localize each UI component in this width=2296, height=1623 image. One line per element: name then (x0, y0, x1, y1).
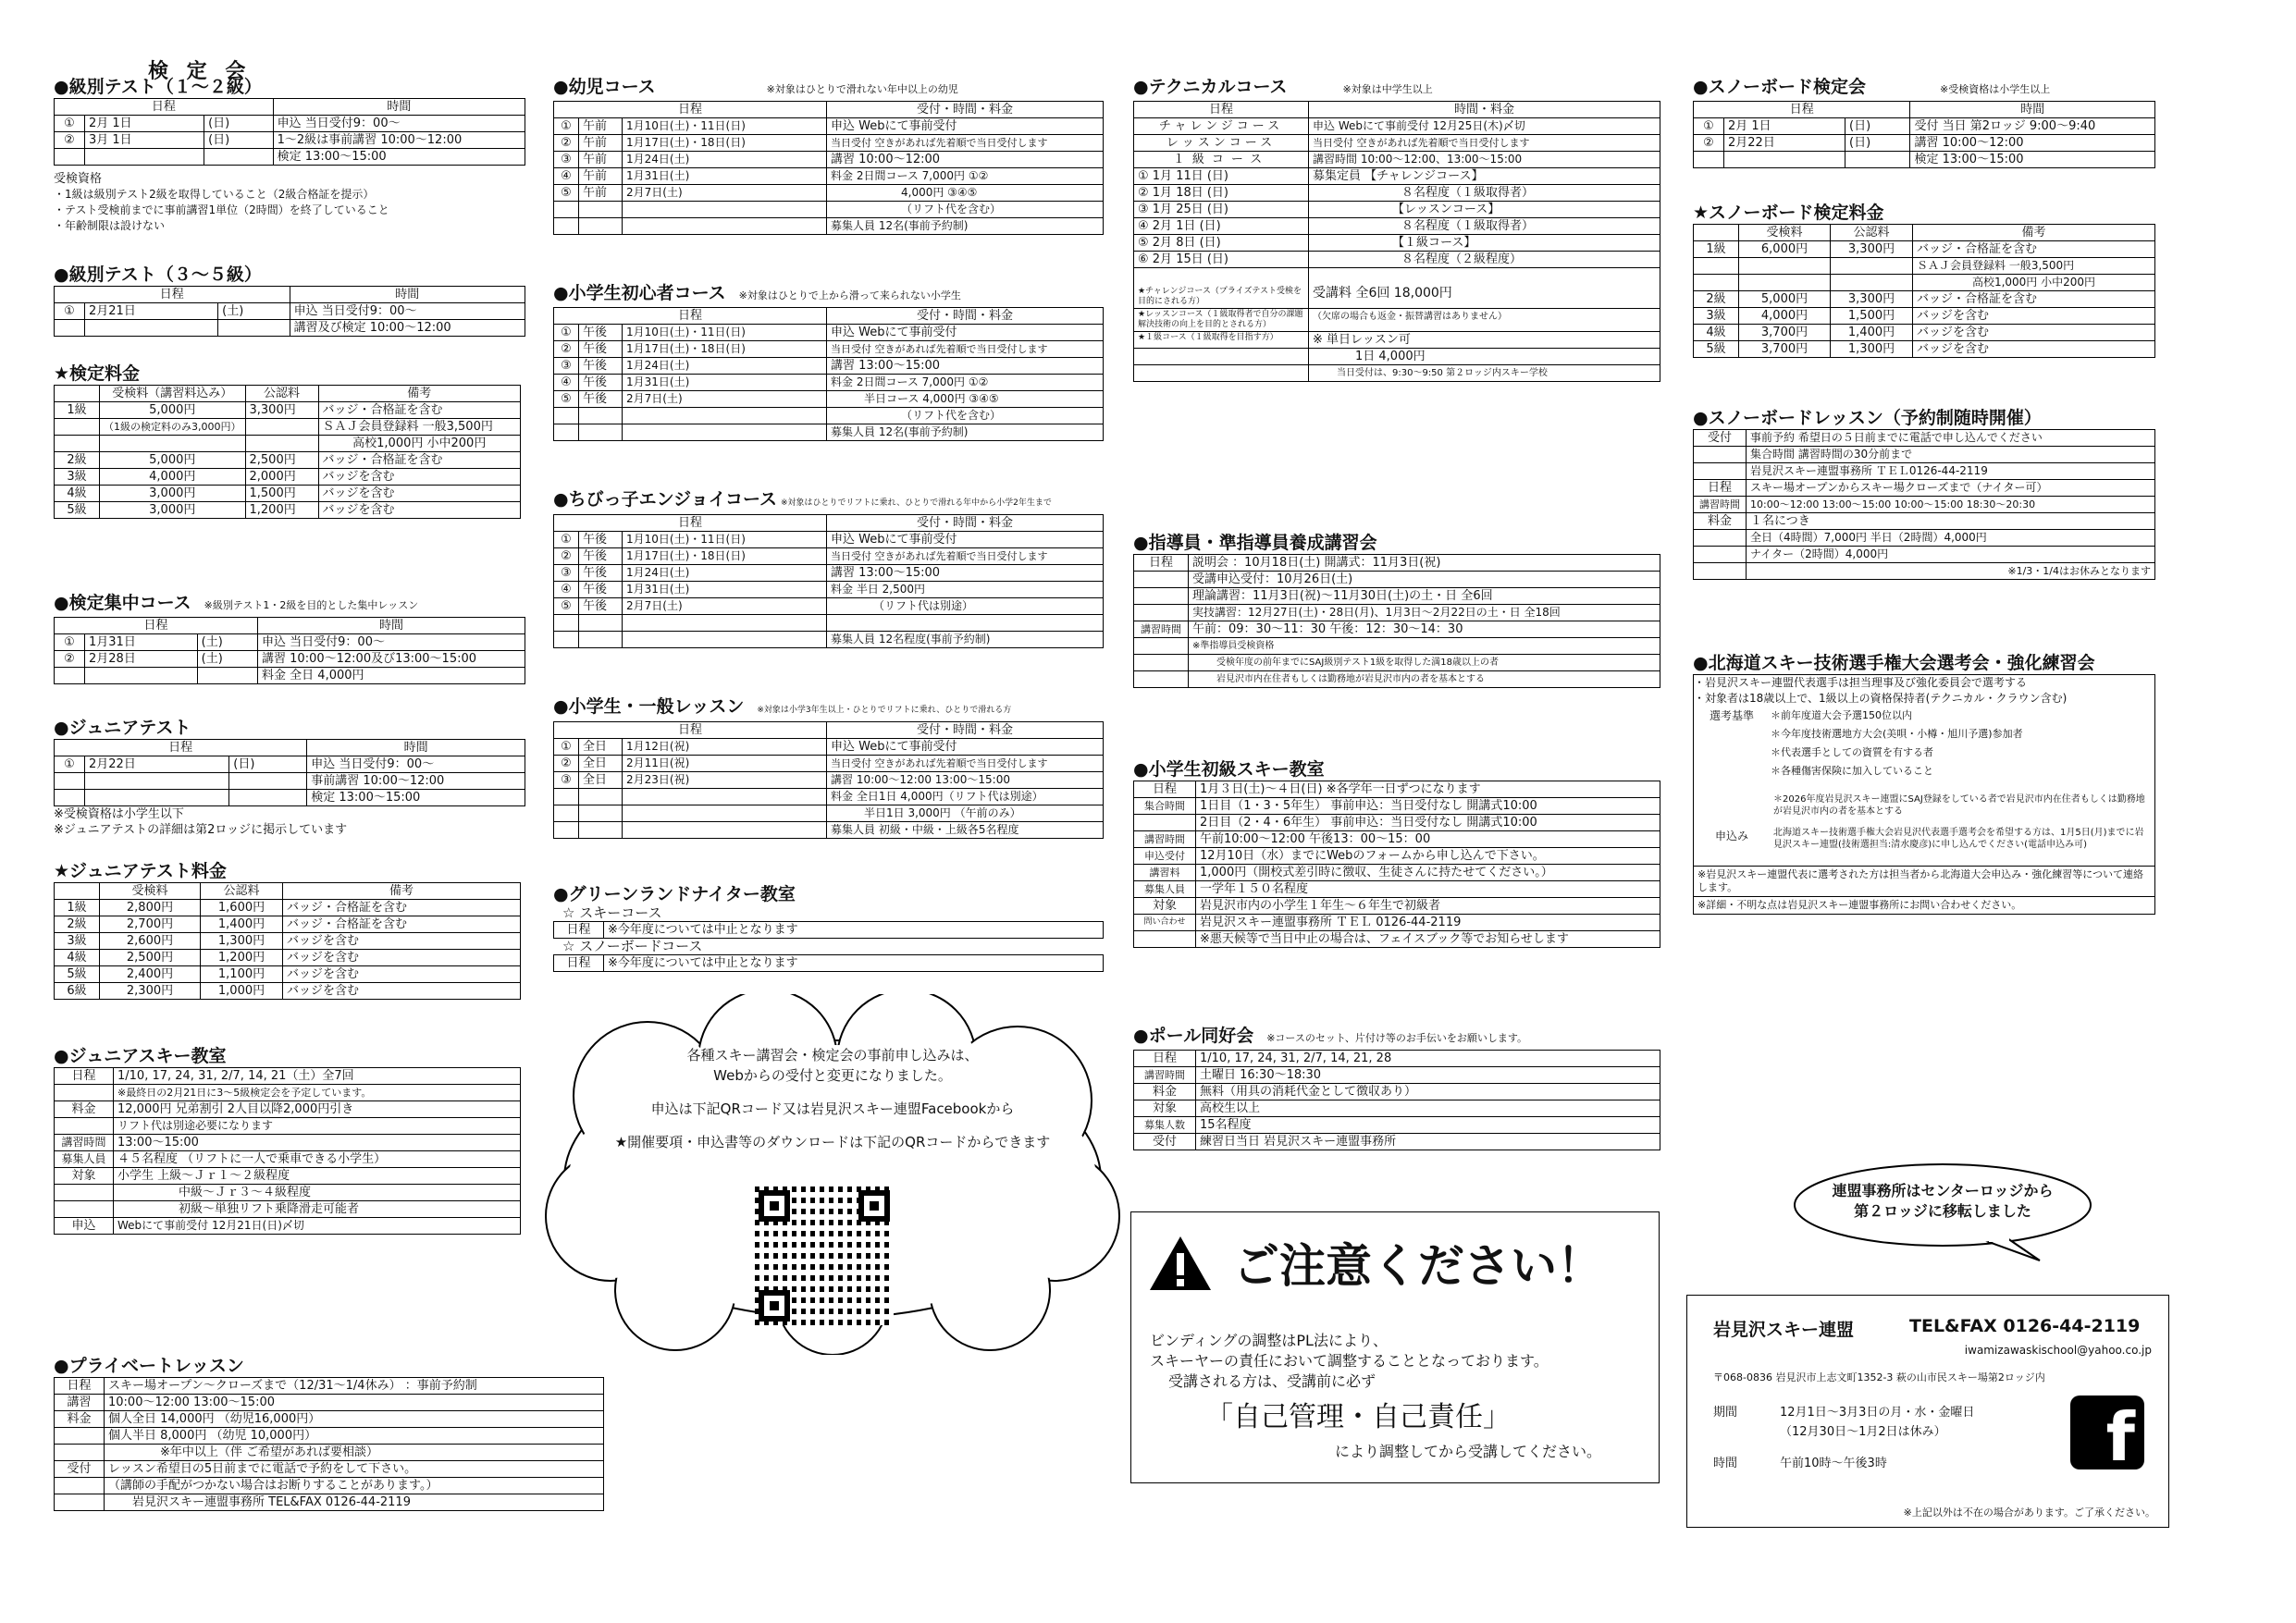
table-row: ★レッスンコース（１級取得者で自分の課題解決技術の向上を目的とされる方） （欠席の場合も返金・振替講習はありません） (1134, 309, 1660, 332)
caution-title: ご注意ください！ (1233, 1239, 1603, 1293)
jfee-table: 受検料 公認料 備考 1級 2,800円 1,600円 バッジ・合格証を含む 2級 2,700円 1,400円 バッジ・合格証を含む 3級 2,600円 1,300円 バッジを含む 4級 2,500円 1,200円 バッジを含む 5級 2,400円 1,100円 バッジを含む 6級 2,300円 1,000円 バッジを含む (54, 882, 521, 1000)
table-row: 講習時間 土曜日 16:30～18:30 (1134, 1067, 1660, 1084)
table-row: ※年中以上（伴 ご希望があれば要相談） (55, 1445, 604, 1461)
table-row: ① 2月 1日 (日) 受付 当日 第2ロッジ 9:00～9:40 (1694, 118, 2155, 135)
kyu12-table: 日程 時間 ① 2月 1日 (日) 申込 当日受付9：00～ ② 3月 1日 (日) 1～2級は事前講習 10:00～12:00 検定 13:00～15:00 (54, 98, 525, 166)
table-row: ① 1月31日 (土) 申込 当日受付9：00～ (55, 634, 525, 651)
cloud-text: 申込は下記QRコード又は岩見沢スキー連盟Facebookから (650, 1100, 1015, 1117)
green-section (553, 883, 1104, 972)
table-row: 2日目（2・4・6年生） 事前申込：当日受付なし 開講式10:00 (1134, 815, 1660, 831)
table-row: ★チャレンジコース（プライズテスト受検を目的にされる方） 受講料 全6回 18,000円 (1134, 268, 1660, 309)
sblesson-heading: ●スノーボードレッスン（予約制随時開催） (1693, 408, 2042, 428)
junior-section (54, 717, 525, 838)
table-row: 日程 スキー場オープン～クローズまで（12/31～1/4休み） ：事前予約制 (55, 1378, 604, 1395)
relocation-text: 連盟事務所はセンターロッジから (1832, 1182, 2054, 1199)
table-row: 講習時間 午前10:00～12:00 午後13：00～15：00 (1134, 831, 1660, 848)
table-row: ① 2月22日 (日) 申込 当日受付9：00～ (55, 756, 525, 773)
org-address: 〒068-0836 岩見沢市上志文町1352-3 萩の山市民スキー場第2ロッジ内 (1713, 1371, 2045, 1383)
table-row: 料金 １名につき (1694, 513, 2155, 530)
table-row: 3級 4,000円 2,000円 バッジを含む (55, 469, 521, 486)
table-row: 検定 13:00～15:00 (55, 149, 525, 166)
table-row: 3級 4,000円 1,500円 バッジを含む (1694, 308, 2155, 325)
shokyu-table (1133, 781, 1660, 948)
table-row: 講習 10:00～12:00 13:00～15:00 (55, 1395, 604, 1411)
junior-table: 日程 時間 ① 2月22日 (日) 申込 当日受付9：00～ 事前講習 10:00～12:00 検定 13:00～15:00 (54, 739, 525, 806)
table-row: ② 午後 1月17日(土)・18日(日) 当日受付 空きがあれば先着順で当日受付します (554, 341, 1104, 358)
table-row: ④ 午後 1月31日(土) 料金 2日間コース 7,000円 ①② (554, 375, 1104, 391)
ippan-heading: ●小学生・一般レッスン ※対象は小学3年生以上・ひとりでリフトに乗れ、ひとりで滑れる方 (553, 696, 1012, 717)
table-row: ※準指導員受検資格 (1134, 638, 1660, 655)
fee-heading: ★検定料金 (54, 363, 141, 384)
table-row: 料金 全日1日 4,000円（リフト代は別途） (554, 789, 1104, 805)
table-row: 当日受付は、9:30～9:50 第２ロッジ内スキー学校 (1134, 365, 1660, 382)
private-section (54, 1355, 604, 1511)
jschool-section (54, 1045, 521, 1235)
table-row: ⑥ 2月 15日 (日) ８名程度（２級程度） (1134, 252, 1660, 268)
caution-text: スキーヤーの責任において調整することとなっております。 (1150, 1352, 1549, 1370)
office-note: ※上記以外は不在の場合があります。ご了承ください。 (1903, 1506, 2155, 1518)
table-row: 4級 2,500円 1,200円 バッジを含む (55, 950, 521, 966)
kyu35-section (54, 264, 525, 337)
table-row: 岩見沢スキー連盟事務所 ＴＥＬ0126-44-2119 (1694, 463, 2155, 480)
table-row: 料金 無料（用具の消耗代金として徴収あり） (1134, 1084, 1660, 1100)
shoshin-heading: ●小学生初心者コース ※対象はひとりで上から滑って来られない小学生 (553, 283, 961, 303)
table-row: 選考基準 ＊前年度道大会予選150位以内 (1709, 709, 1912, 722)
table-row: 理論講習：11月3日(祝)～11月30日(土)の土・日 全6回 (1134, 588, 1660, 605)
table-row: 講習時間 13:00～15:00 (55, 1135, 521, 1151)
sblesson-section (1693, 407, 2155, 580)
yoji-section (553, 76, 1104, 235)
table-row: ④ 午前 1月31日(土) 料金 2日間コース 7,000円 ①② (554, 168, 1104, 185)
table-row: （1級の検定料のみ3,000円） ＳＡＪ会員登録料 一般3,500円 (55, 419, 521, 436)
table-row: 問い合わせ 岩見沢スキー連盟事務所 ＴＥＬ 0126-44-2119 (1134, 915, 1660, 931)
table-row: 申込受付 12月10日（水）までにWebのフォームから申し込んで下さい。 (1134, 848, 1660, 865)
sblesson-table (1693, 429, 2155, 580)
sbfee-section (1693, 202, 2155, 358)
sbtest-heading: ●スノーボード検定会 ※受検資格は小学生以上 (1693, 77, 2051, 97)
table-row: ① 午前 1月10日(土)・11日(日) 申込 Webにて事前受付 (554, 118, 1104, 135)
kyu12-quals-title: 受検資格 (54, 172, 103, 186)
table-row: 募集人員 12名(事前予約制) (554, 218, 1104, 235)
table-row: 日程 1/10, 17, 24, 31, 2/7, 14, 21（土）全7回 (55, 1068, 521, 1085)
fee-section (54, 363, 521, 519)
table-row: 募集人員 初級・中級・上級各5名程度 (554, 822, 1104, 839)
hokkaido-box (1693, 674, 2155, 915)
table-row: 募集人員 一学年１５０名程度 (1134, 881, 1660, 898)
shuchu-heading: ●検定集中コース ※級別テスト1・2級を目的とした集中レッスン (54, 593, 419, 613)
hokkaido-note: ※詳細・不明な点は岩見沢スキー連盟事務所にお問い合わせください。 (1694, 896, 2154, 914)
table-row: 受付 練習日当日 岩見沢スキー連盟事務所 (1134, 1134, 1660, 1150)
kyu12-heading: ●級別テスト（１～２級） (54, 77, 262, 97)
period-holiday: （12月30日～1月2日は休み） (1780, 1425, 1946, 1439)
table-row: ⑤ 午後 2月7日(土) （リフト代は別途） (554, 598, 1104, 615)
table-row: ① 全日 1月12日(祝) 申込 Webにて事前受付 (554, 739, 1104, 756)
table-row: 全日（4時間）7,000円 半日（2時間）4,000円 (1694, 530, 2155, 547)
private-table (54, 1377, 604, 1511)
table-row: 1級 2,800円 1,600円 バッジ・合格証を含む (55, 900, 521, 916)
table-row: 申込み 北海道スキー技術選手権大会岩見沢代表選手選考会を希望する方は、1月5日(月)までに岩見沢スキー連盟(技術選担当:清水慶彦)に申し込んでください(電話申込み可) (1714, 828, 2144, 850)
yoji-table: 日程 受付・時間・料金 ① 午前 1月10日(土)・11日(日) 申込 Webにて事前受付 ② 午前 1月17日(土)・18日(日) 当日受付 空きがあれば先着順で当日受付します ③ 午前 1月24日(土) 講習 10:00～12:00 ④ 午前 1月31日(土) 料金 2日間コース 7,000円 ①② ⑤ 午前 2月7日(土) 4,000円 ③④⑤ （リフト代を含む） 募集人員 12名(事前予約制) (553, 101, 1104, 235)
table-row: 検定 13:00～15:00 (55, 790, 525, 806)
table-row: ① 1月 11日 (日) 募集定員 【チャレンジコース】 (1134, 168, 1660, 185)
shidoin-heading: ●指導員・準指導員養成講習会 (1133, 533, 1377, 553)
table-row: チャレンジコース 申込 Webにて事前受付 12月25日(木)〆切 (1134, 118, 1660, 135)
kyu35-table: 日程 時間 ① 2月21日 (土) 申込 当日受付9：00～ 講習及び検定 10:00～12:00 (54, 286, 525, 337)
table-row: 4級 3,700円 1,400円 バッジを含む (1694, 325, 2155, 341)
table-row: 募集人数 15名程度 (1134, 1117, 1660, 1134)
table-row: 実技講習：12月27日(土)・28日(月)、1月3日～2月22日の土・日 全18回 (1134, 605, 1660, 621)
table-row: 事前講習 10:00～12:00 (55, 773, 525, 790)
table-row: ③ 午前 1月24日(土) 講習 10:00～12:00 (554, 152, 1104, 168)
table-row: ③ 午後 1月24日(土) 講習 13:00～15:00 (554, 358, 1104, 375)
table-row: ③ 全日 2月23日(祝) 講習 10:00～12:00 13:00～15:00 (554, 772, 1104, 789)
green-board-table (553, 954, 1104, 972)
table-row: ⑤ 2月 8日 (日) 【１級コース】 (1134, 235, 1660, 252)
table-row: ナイター（2時間）4,000円 (1694, 547, 2155, 563)
table-row: 検定 13:00～15:00 (1694, 152, 2155, 168)
caution-box (1130, 1211, 1660, 1483)
table-row: ＊各種傷害保険に加入していること (1771, 765, 1933, 777)
hokkaido-table (1694, 707, 2154, 866)
table-row: 受付 事前予約 希望日の５日前までに電話で申し込んでください (1694, 430, 2155, 447)
table-row: ② 3月 1日 (日) 1～2級は事前講習 10:00～12:00 (55, 132, 525, 149)
table-row: ① 午後 1月10日(土)・11日(日) 申込 Webにて事前受付 (554, 532, 1104, 548)
table-row: 高校1,000円 小中200円 (1694, 275, 2155, 291)
table-row: 料金 個人全日 14,000円 （幼児16,000円） (55, 1411, 604, 1428)
table-row: 集合時間 1日目（1・3・5年生） 事前申込：当日受付なし 開講式10:00 (1134, 798, 1660, 815)
table-row: 中級～Ｊｒ３～４級程度 (55, 1185, 521, 1201)
junior-heading: ●ジュニアテスト (54, 718, 191, 738)
sbtest-section (1693, 76, 2155, 168)
table-row: 2級 5,000円 2,500円 バッジ・合格証を含む (55, 452, 521, 469)
table-row: 日程 1月３日(土)～４日(日) ※各学年一日ずつになります (1134, 781, 1660, 798)
cloud-text: 各種スキー講習会・検定会の事前申し込みは、 (686, 1047, 979, 1064)
shidoin-table (1133, 554, 1660, 688)
contact-box (1686, 1295, 2169, 1528)
table-row: 日程 ※今年度については中止となります (554, 922, 1104, 939)
sbfee-heading: ★スノーボード検定料金 (1693, 203, 1884, 223)
table-row: ② 2月28日 (土) 講習 10:00～12:00及び13:00～15:00 (55, 651, 525, 668)
shidoin-section (1133, 532, 1660, 688)
hokkaido-note: ※岩見沢スキー連盟代表に選考された方は担当者から北海道大会申込み・強化練習等について連絡します。 (1694, 866, 2154, 896)
junior-note: ※ジュニアテストの詳細は第2ロッジに掲示しています (54, 823, 348, 837)
sbtest-table: 日程 時間 ① 2月 1日 (日) 受付 当日 第2ロッジ 9:00～9:40 ② 2月22日 (日) 講習 10:00～12:00 検定 13:00～15:00 (1693, 101, 2155, 168)
table-row: 料金 12,000円 兄弟割引 2人目以降2,000円引き (55, 1101, 521, 1118)
fee-table: 受検料（講習料込み） 公認料 備考 1級 5,000円 3,300円 バッジ・合格証を含む （1級の検定料のみ3,000円） ＳＡＪ会員登録料 一般3,500円 高校1,000円 小中200円 2級 5,000円 2,500円 バッジ・合格証を含む 3級 4,000円 2,000円 バッジを含む 4級 3,000円 1,500円 バッジを含む 5級 3,000円 1,200円 バッジを含む (54, 385, 521, 519)
table-row: 岩見沢市内在住者もしくは勤務地が岩見沢市内の者を基本とする (1134, 671, 1660, 688)
period-text: 12月1日～3月3日の月・水・金曜日 (1780, 1406, 1975, 1420)
kyu12-qual: ・年齢制限は設けない (54, 219, 166, 232)
period-label: 期間 (1713, 1406, 1738, 1420)
table-row: ※最終日の2月21日に3～5級検定会を予定しています。 (55, 1085, 521, 1101)
table-row: ※1/3・1/4はお休みとなります (1694, 563, 2155, 580)
green-board-label: ☆ スノーボードコース (562, 938, 703, 954)
table-row: ※悪天候等で当日中止の場合は、フェイスブック等でお知らせします (1134, 931, 1660, 948)
table-row: 日程 スキー場オープンからスキー場クローズまで（ナイター可） (1694, 480, 2155, 497)
warning-icon (1148, 1235, 1213, 1296)
table-row: ① 2月21日 (土) 申込 当日受付9：00～ (55, 303, 525, 320)
notice-cloud (537, 994, 1129, 1355)
pole-heading: ●ポール同好会 ※コースのセット、片付け等のお手伝いをお願いします。 (1133, 1026, 1527, 1046)
table-row: 3級 2,600円 1,300円 バッジを含む (55, 933, 521, 950)
facebook-icon[interactable]: f (2070, 1396, 2144, 1469)
table-row: 対象 高校生以上 (1134, 1100, 1660, 1117)
table-row: 講習時間 10:00～12:00 13:00～15:00 10:00～15:00 18:30～20:30 (1694, 497, 2155, 513)
table-row: ③ 1月 25日 (日) 【レッスンコース】 (1134, 202, 1660, 218)
table-row: 岩見沢スキー連盟事務所 TEL&FAX 0126-44-2119 (55, 1494, 604, 1511)
junior-note: ※受検資格は小学生以下 (54, 807, 184, 821)
tech-heading: ●テクニカルコース ※対象は中学生以上 (1133, 77, 1433, 97)
table-row: 日程 ※今年度については中止となります (554, 955, 1104, 972)
table-row: 個人半日 8,000円 （幼児 10,000円） (55, 1428, 604, 1445)
table-row: 日程 説明会 ：10月18日(土) 開講式：11月3日(祝) (1134, 555, 1660, 572)
table-row: 募集人員 ４５名程度 （リフトに一人で乗車できる小学生） (55, 1151, 521, 1168)
main-title: 検 定 会 (148, 60, 252, 83)
table-row (554, 615, 1104, 632)
tech-table: 日程 時間・料金 チャレンジコース 申込 Webにて事前受付 12月25日(木)〆切 レッスンコース 当日受付 空きがあれば先着順で当日受付します １級コース 講習時間 10:00～12:00、13:00～15:00 ① 1月 11日 (日) 募集定員 【チャレンジコース】 ② 1月 18日 (日) ８名程度（１級取得者） ③ 1月 25日 (日) 【レッスンコース】 ④ 2月 1日 (日) ８名程度（１級取得者） ⑤ 2月 8日 (日) 【１級コース】 ⑥ 2月 15日 (日) ８名程度（２級程度） ★チャレンジコース（プライズテスト受検を目的にされる方） 受講料 全6回 18,000円 ★レッスンコース（１級取得者で自分の課題解決技術の向上を目的とされる方） （欠席の場合も返金・振替講習はありません） ★１級コース（１級取得を目指す方） ※ 単日レッスン可 1日 4,000円 当日受付は、9:30～9:50 第２ロッジ内スキー学校 (1133, 101, 1660, 382)
table-row: 対象 岩見沢市内の小学生１年生～６年生で初級者 (1134, 898, 1660, 915)
chibi-section (553, 488, 1104, 648)
table-row: 6級 2,300円 1,000円 バッジを含む (55, 983, 521, 1000)
table-row: 受付 レッスン希望日の5日前までに電話で予約をして下さい。 (55, 1461, 604, 1478)
caution-text: により調整してから受講してください。 (1335, 1443, 1602, 1460)
table-row: 申込 Webにて事前受付 12月21日(日)〆切 (55, 1218, 521, 1235)
yoji-heading: ●幼児コース ※対象はひとりで滑れない年中以上の幼児 (553, 77, 958, 97)
table-row: ④ 午後 1月31日(土) 料金 半日 2,500円 (554, 582, 1104, 598)
table-row: 高校1,000円 小中200円 (55, 436, 521, 452)
hokkaido-text: ・岩見沢スキー連盟代表選手は担当理事及び強化委員会で選考する (1694, 676, 2028, 689)
table-row: （講師の手配がつかない場合はお断りすることがあります。） (55, 1478, 604, 1494)
table-row: ＊代表選手としての資質を有する者 (1771, 746, 1933, 758)
hokkaido-section (1693, 652, 2155, 915)
table-row: 料金 全日 4,000円 (55, 668, 525, 684)
caution-text: 受講される方は、受講前に必ず (1168, 1372, 1376, 1390)
table-row: 初級～単独リフト乗降滑走可能者 (55, 1201, 521, 1218)
table-row: ② 全日 2月11日(祝) 当日受付 空きがあれば先着順で当日受付します (554, 756, 1104, 772)
table-row: ② 1月 18日 (日) ８名程度（１級取得者） (1134, 185, 1660, 202)
table-row: 講習及び検定 10:00～12:00 (55, 320, 525, 337)
shokyu-heading: ●小学生初級スキー教室 (1133, 759, 1325, 780)
hokkaido-heading: ●北海道スキー技術選手権大会選考会・強化練習会 (1693, 653, 2095, 673)
table-row: （リフト代を含む） (554, 408, 1104, 424)
cloud-text: ★開催要項・申込書等のダウンロードは下記のQRコードからできます (614, 1134, 1051, 1150)
table-row: 2級 2,700円 1,400円 バッジ・合格証を含む (55, 916, 521, 933)
time-label: 時間 (1713, 1457, 1738, 1470)
table-row: 講習料 1,000円（開校式差引時に徴収、生徒さんに持たせてください。） (1134, 865, 1660, 881)
green-ski-table (553, 921, 1104, 939)
relocation-bubble (1790, 1161, 2095, 1262)
table-row: 5級 2,400円 1,100円 バッジを含む (55, 966, 521, 983)
table-row: 受検年度の前年までにSAJ級別テスト1級を取得した満18歳以上の者 (1134, 655, 1660, 671)
table-row: 受講申込受付：10月26日(土) (1134, 572, 1660, 588)
relocation-text: 第２ロッジに移転しました (1854, 1202, 2031, 1220)
table-row: ④ 2月 1日 (日) ８名程度（１級取得者） (1134, 218, 1660, 235)
caution-text: ビンディングの調整はPL法により、 (1150, 1332, 1388, 1349)
green-ski-label: ☆ スキーコース (562, 904, 662, 921)
table-row: 5級 3,700円 1,300円 バッジを含む (1694, 341, 2155, 358)
qr-code[interactable] (755, 1187, 894, 1325)
table-row: 1級 5,000円 3,300円 バッジ・合格証を含む (55, 402, 521, 419)
table-row: ② 午前 1月17日(土)・18日(日) 当日受付 空きがあれば先着順で当日受付します (554, 135, 1104, 152)
jschool-table (54, 1067, 521, 1235)
jfee-heading: ★ジュニアテスト料金 (54, 861, 227, 881)
table-row: レッスンコース 当日受付 空きがあれば先着順で当日受付します (1134, 135, 1660, 152)
private-heading: ●プライベートレッスン (54, 1356, 244, 1376)
pole-section (1133, 1025, 1660, 1150)
kyu12-qual: ・テスト受検前までに事前講習1単位（2時間）を終了していること (54, 203, 389, 216)
kyu35-heading: ●級別テスト（３～５級） (54, 264, 262, 285)
table-row: ＳＡＪ会員登録料 一般3,500円 (1694, 258, 2155, 275)
table-row: ⑤ 午前 2月7日(土) 4,000円 ③④⑤ (554, 185, 1104, 202)
jfee-section (54, 860, 521, 1000)
shuchu-section (54, 592, 525, 684)
cloud-text: Webからの受付と変更になりました。 (713, 1067, 952, 1084)
kyu12-qual: ・1級は級別テスト2級を取得していること（2級合格証を提示） (54, 188, 375, 201)
table-row: 半日1日 3,000円 （午前のみ） (554, 805, 1104, 822)
table-row: 対象 小学生 上級～Ｊｒ１～２級程度 (55, 1168, 521, 1185)
ippan-table: 日程 受付・時間・料金 ① 全日 1月12日(祝) 申込 Webにて事前受付 ② 全日 2月11日(祝) 当日受付 空きがあれば先着順で当日受付します ③ 全日 2月23日(祝) 講習 10:00～12:00 13:00～15:00 料金 全日1日 4,000円（リフト代は別途） 半日1日 3,000円 （午前のみ） 募集人員 初級・中級・上級各5名程度 (553, 721, 1104, 839)
table-row: （リフト代を含む） (554, 202, 1104, 218)
table-row: 5級 3,000円 1,200円 バッジを含む (55, 502, 521, 519)
kyu12-section (54, 76, 525, 234)
ippan-section (553, 695, 1104, 839)
hokkaido-text: ・対象者は18歳以上で、1級以上の資格保持者(テクニカル・クラウン含む) (1694, 692, 2068, 705)
table-row: ★１級コース（１級取得を目指す方） ※ 単日レッスン可 (1134, 332, 1660, 349)
shokyu-section (1133, 758, 1660, 948)
jschool-heading: ●ジュニアスキー教室 (54, 1046, 227, 1066)
table-row: 1日 4,000円 (1134, 349, 1660, 365)
org-tel: TEL&FAX 0126-44-2119 (1909, 1316, 2141, 1336)
table-row: 日程 1/10, 17, 24, 31, 2/7, 14, 21, 28 (1134, 1051, 1660, 1067)
shuchu-table: 日程 時間 ① 1月31日 (土) 申込 当日受付9：00～ ② 2月28日 (土) 講習 10:00～12:00及び13:00～15:00 料金 全日 4,000円 (54, 617, 525, 684)
table-row: ① 午後 1月10日(土)・11日(日) 申込 Webにて事前受付 (554, 325, 1104, 341)
green-heading: ●グリーンランドナイター教室 (553, 884, 796, 904)
table-row: ＊今年度技術選地方大会(美唄・小樽・旭川予選)参加者 (1771, 728, 2023, 740)
pole-table (1133, 1050, 1660, 1150)
table-row: 集合時間 講習時間の30分前まで (1694, 447, 2155, 463)
table-row: リフト代は別途必要になります (55, 1118, 521, 1135)
table-row: 募集人員 12名(事前予約制) (554, 424, 1104, 441)
table-row: 募集人員 12名程度(事前予約制) (554, 632, 1104, 648)
table-row: 講習時間 午前：09：30～11：30 午後：12：30～14：30 (1134, 621, 1660, 638)
table-row: ① 2月 1日 (日) 申込 当日受付9：00～ (55, 116, 525, 132)
org-email[interactable]: iwamizawaskischool@yahoo.co.jp (1964, 1344, 2152, 1357)
table-row: ③ 午後 1月24日(土) 講習 13:00～15:00 (554, 565, 1104, 582)
shoshin-section (553, 282, 1104, 441)
caution-emphasis: 「自己管理・自己責任」 (1205, 1401, 1511, 1433)
table-row: 2級 5,000円 3,300円 バッジ・合格証を含む (1694, 291, 2155, 308)
shoshin-table: 日程 受付・時間・料金 ① 午後 1月10日(土)・11日(日) 申込 Webにて事前受付 ② 午後 1月17日(土)・18日(日) 当日受付 空きがあれば先着順で当日受付します ③ 午後 1月24日(土) 講習 13:00～15:00 ④ 午後 1月31日(土) 料金 2日間コース 7,000円 ①② ⑤ 午後 2月7日(土) 半日コース 4,000円 ③④⑤ （リフト代を含む） 募集人員 12名(事前予約制) (553, 307, 1104, 441)
table-row: 4級 3,000円 1,500円 バッジを含む (55, 486, 521, 502)
table-row: １級コース 講習時間 10:00～12:00、13:00～15:00 (1134, 152, 1660, 168)
sbfee-table: 受検料 公認料 備考 1級 6,000円 3,300円 バッジ・合格証を含む ＳＡＪ会員登録料 一般3,500円 高校1,000円 小中200円 2級 5,000円 3,300円 バッジ・合格証を含む 3級 4,000円 1,500円 バッジを含む 4級 3,700円 1,400円 バッジを含む 5級 3,700円 1,300円 バッジを含む (1693, 224, 2155, 358)
table-row: ② 午後 1月17日(土)・18日(日) 当日受付 空きがあれば先着順で当日受付します (554, 548, 1104, 565)
table-row: ② 2月22日 (日) 講習 10:00～12:00 (1694, 135, 2155, 152)
table-row: ＊2026年度岩見沢スキー連盟にSAJ登録をしている者で岩見沢市内在住者もしくは勤務地が岩見沢市内の者を基本とする (1773, 794, 2145, 817)
tech-section (1133, 76, 1660, 382)
table-row: 1級 6,000円 3,300円 バッジ・合格証を含む (1694, 241, 2155, 258)
org-name: 岩見沢スキー連盟 (1713, 1320, 1855, 1340)
chibi-heading: ●ちびっ子エンジョイコース ※対象はひとりでリフトに乗れ、ひとりで滑れる年中から小学2年生まで (553, 489, 1052, 510)
table-row: ⑤ 午後 2月7日(土) 半日コース 4,000円 ③④⑤ (554, 391, 1104, 408)
time-text: 午前10時～午後3時 (1780, 1457, 1887, 1470)
chibi-table: 日程 受付・時間・料金 ① 午後 1月10日(土)・11日(日) 申込 Webにて事前受付 ② 午後 1月17日(土)・18日(日) 当日受付 空きがあれば先着順で当日受付します ③ 午後 1月24日(土) 講習 13:00～15:00 ④ 午後 1月31日(土) 料金 半日 2,500円 ⑤ 午後 2月7日(土) （リフト代は別途） 募集人員 12名程度(事前予約制) (553, 514, 1104, 648)
